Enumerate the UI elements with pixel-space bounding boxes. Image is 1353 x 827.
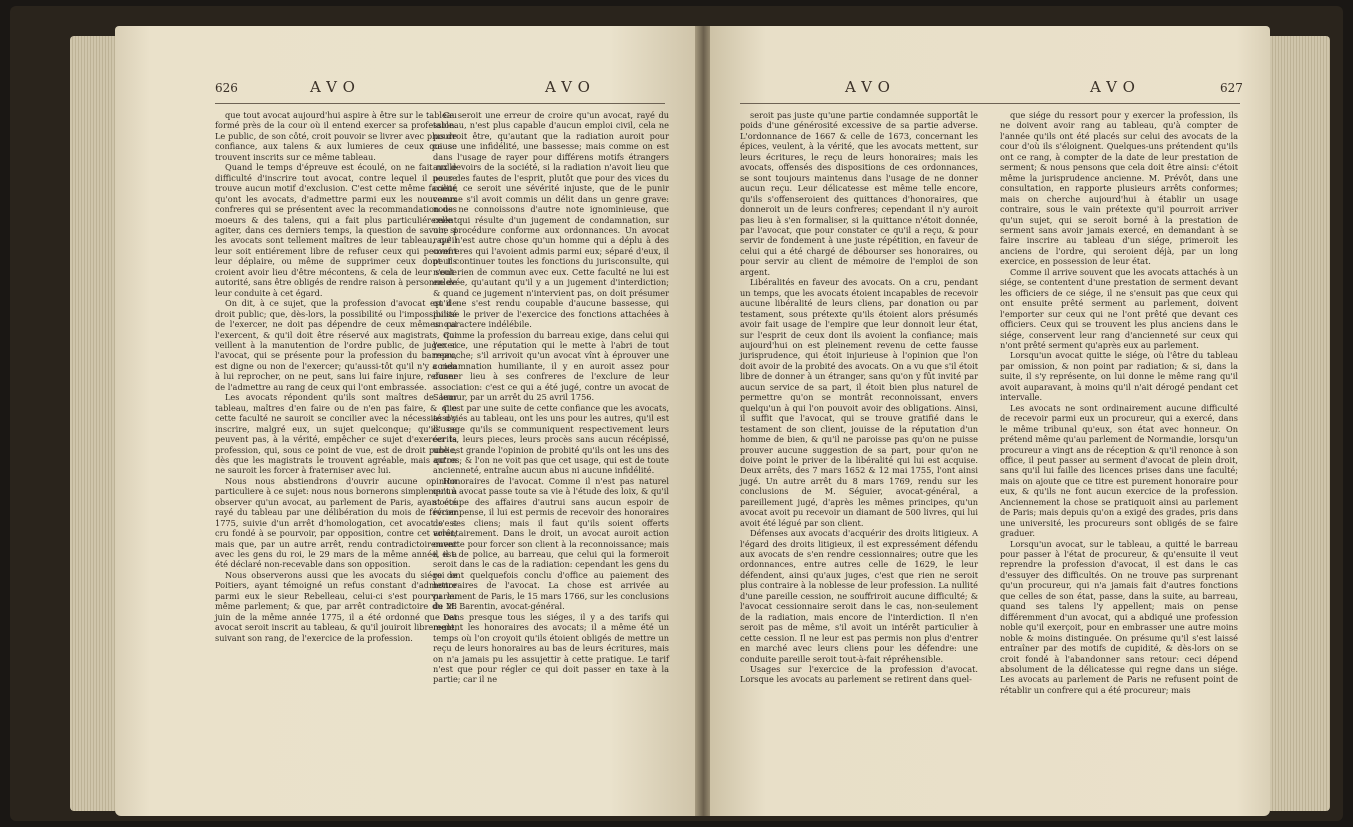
paragraph: que siége du ressort pour y exercer la profession, ils ne doivent avoir rang au tableau, qu'à compter de l'année qu'ils ont été placés sur celui des avocats de la cour d'où ils s'éloignent. Quelques-uns prétendent qu'ils ont ce rang, à compter de la date de leur prestation de serment; & nous pensons que cela doit être ainsi: c'étoit même la jurisprudence ancienne. M. Prévôt, dans une consultation, en rapporte plusieurs arrêts conformes; mais on cherche aujourd'hui à établir un usage contraire, sous le vain prétexte qu'il pourroit arriver qu'un sujet, qui se seroit borné à la prestation de serment sans avoir jamais exercé, en demandant à se faire inscrire au tableau d'un siége, primeroit les anciens de l'ordre, qui seroient déjà, par un long exercice, en possession de leur état. bbox=[1000, 110, 1238, 267]
paragraph: Quand le temps d'épreuve est écoulé, on ne fait nulle difficulté d'inscrire tout avocat, contre lequel il ne se trouve aucun motif d'exclusion. C'est cette même facilité qu'ont les avocats, d'admettre parmi eux les nouveaux confreres qui se présentent avec la recommandation des moeurs & des talens, qui a fait plus particuliérement agiter, dans ces derniers temps, la question de savoir, si les avocats sont tellement maîtres de leur tableau, qu'il leur soit entiérement libre de refuser ceux qui peuvent leur déplaire, ou même de supprimer ceux dont ils croient avoir lieu d'être mécontens, & cela de leur seule autorité, sans être obligés de rendre raison à personne de leur conduite à cet égard. bbox=[215, 162, 457, 298]
left-page bbox=[115, 26, 697, 816]
right-page bbox=[710, 26, 1270, 816]
left-page-number: 626 bbox=[215, 81, 238, 95]
paragraph: C'est par une suite de cette confiance que les avocats, associés au tableau, ont les uns pour les autres, qu'il est d'usage qu'ils se communiquent respectivement leurs écrits, leurs pieces, leurs procès sans aucun récépissé, une est grande l'opinion de probité qu'ils ont les uns des autres; & l'on ne voit pas que cet usage, qui est de toute ancienneté, entraîne aucun abus ni aucune infidélité. bbox=[433, 402, 669, 476]
paragraph: Les avocats ne sont ordinairement aucune difficulté de recevoir parmi eux un procureur, qui a exercé, dans le même tribunal qu'eux, son état avec honneur. On prétend même qu'au parlement de Normandie, lorsqu'un procureur a vingt ans de réception & qu'il renonce à son office, il peut passer au serment d'avocat de plein droit, sans qu'il lui faille des licences prises dans une faculté; mais on ajoute que ce titre est purement honoraire pour eux, & qu'ils ne font aucun exercice de la profession. Anciennement la chose se pratiquoit ainsi au parlement de Paris; mais depuis qu'on a exigé des grades, pris dans une université, les procureurs sont obligés de se faire graduer. bbox=[1000, 402, 1238, 539]
paragraph: Défenses aux avocats d'acquérir des droits litigieux. A l'égard des droits litigieux, il est expressément défendu aux avocats de s'en rendre cessionnaires; outre que les ordonnances, entre autres celle de 1629, le leur défendent, ainsi qu'aux juges, c'est que rien ne seroit plus contraire à la noblesse de leur profession. La nullité d'une pareille cession, ne souffriroit aucune difficulté; & l'avocat cessionnaire seroit dans le cas, non-seulement de la radiation, mais encore de l'interdiction. Il n'en seroit pas de même, s'il avoit un intérêt particulier à cette cession. Il ne leur est pas permis non plus d'entrer en marché avec leurs cliens pour les défendre: une conduite pareille seroit tout-à-fait répréhensible. bbox=[740, 528, 978, 664]
left-header-second: AVO bbox=[545, 78, 596, 96]
paragraph: Dans presque tous les siéges, il y a des tarifs qui reglent les honoraires des avocats; il a même été un temps où l'on croyoit qu'ils étoient obligés de mettre un reçu de leurs honoraires au bas de leurs écritures, mais on n'a jamais pu les assujettir à cette pratique. Le tarif n'est que pour régler ce qui doit passer en taxe à la partie; car il ne bbox=[433, 611, 669, 685]
paragraph: Usages sur l'exercice de la profession d'avocat. Lorsque les avocats au parlement se retirent dans quel- bbox=[740, 664, 978, 685]
left-column-1 bbox=[215, 110, 457, 643]
paragraph: Comme il arrive souvent que les avocats attachés à un siége, se contentent d'une prestation de serment devant les officiers de ce siége, il ne s'ensuit pas que ceux qui ont ensuite prêté serment au parlement, doivent l'emporter sur ceux qui ne l'ont prêté que devant ces officiers. Ceux qui se trouvent les plus anciens dans le siége, conservent leur rang d'ancienneté sur ceux qui n'ont prêté serment qu'après eux au parlement. bbox=[1000, 266, 1238, 350]
paragraph: que tout avocat aujourd'hui aspire à être sur le tableau formé près de la cour où il entend exercer sa profession. Le public, de son côté, croit pouvoir se livrer avec plus de confiance, aux talens & aux lumieres de ceux qui se trouvent inscrits sur ce même tableau. bbox=[215, 110, 457, 162]
left-column-2 bbox=[433, 110, 669, 685]
right-page-number: 627 bbox=[1220, 81, 1243, 95]
paragraph: Les avocats répondent qu'ils sont maîtres de leur tableau, maîtres d'en faire ou de n'en pas faire, & que cette faculté ne sauroit se concilier avec la nécessité d'y inscrire, malgré eux, un sujet quelconque; qu'ils ne peuvent pas, à la vérité, empêcher ce sujet d'exercer la profession, qui, sous ce point de vue, est de droit public, dès que les magistrats le trouvent agréable, mais qu'on ne sauroit les forcer à fraterniser avec lui. bbox=[215, 392, 457, 476]
paragraph: Lorsqu'un avocat quitte le siége, où l'être du tableau par omission, & non point par radiation; & si, dans la suite, il s'y représente, on lui donne le même rang qu'il avoit auparavant, à moins qu'il n'ait dérogé pendant cet intervalle. bbox=[1000, 350, 1238, 403]
right-header-second: AVO bbox=[1090, 78, 1141, 96]
left-header-first: AVO bbox=[310, 78, 361, 96]
paragraph: Honoraires de l'avocat. Comme il n'est pas naturel qu'un avocat passe toute sa vie à l'étude des loix, & qu'il s'occupe des affaires d'autrui sans aucun espoir de récompense, il lui est permis de recevoir des honoraires de ses cliens; mais il faut qu'ils soient offerts volontairement. Dans le droit, un avocat auroit action ouverte pour forcer son client à la reconnoissance; mais il est de police, au barreau, que celui qui la formeroit seroit dans le cas de la radiation: cependant les gens du roi ont quelquefois conclu d'office au paiement des honoraires de l'avocat. La chose est arrivée au parlement de Paris, le 15 mars 1766, sur les conclusions de M. Barentin, avocat-général. bbox=[433, 475, 669, 612]
right-header-first: AVO bbox=[845, 78, 896, 96]
right-column-2 bbox=[1000, 110, 1238, 695]
paragraph: Ce seroit une erreur de croire qu'un avocat, rayé du tableau, n'est plus capable d'aucun emploi civil, cela ne pourroit être, qu'autant que la radiation auroit pour cause une infidélité, une bassesse; mais comme on est dans l'usage de rayer pour différens motifs étrangers aux devoirs de la société, si la radiation n'avoit lieu que pour des fautes de l'esprit, plutôt que pour des vices du coeur, ce seroit une sévérité injuste, que de le punir comme s'il avoit commis un délit dans un genre grave: nous ne connoissons d'autre note ignominieuse, que celle qui résulte d'un jugement de condamnation, sur une procédure conforme aux ordonnances. Un avocat rayé n'est autre chose qu'un homme qui a déplu à des confreres qui l'avoient admis parmi eux; séparé d'eux, il peut continuer toutes les fonctions du jurisconsulte, qui n'ont rien de commun avec eux. Cette faculté ne lui est enlevée, qu'autant qu'il y a un jugement d'interdiction; & quand ce jugement n'intervient pas, on doit présumer qu'il ne s'est rendu coupable d'aucune bassesse, qui puisse le priver de l'exercice des fonctions attachées à un caractere indélébile. bbox=[433, 110, 669, 330]
right-page-edges bbox=[1270, 36, 1330, 811]
paragraph: Comme la profession du barreau exige, dans celui qui l'exerce, une réputation qui le mette à l'abri de tout reproche; s'il arrivoit qu'un avocat vînt à éprouver une condamnation humiliante, il y en auroit assez pour donner lieu à ses confreres de l'exclure de leur association: c'est ce qui a été jugé, contre un avocat de Saumur, par un arrêt du 25 avril 1756. bbox=[433, 329, 669, 403]
paragraph: seroit pas juste qu'une partie condamnée supportât le poids d'une générosité excessive de sa partie adverse. L'ordonnance de 1667 & celle de 1673, concernant les épices, veulent, à la vérité, que les avocats mettent, sur leurs écritures, le reçu de leurs honoraires; mais les avocats, offensés des dispositions de ces ordonnances, se sont toujours maintenus dans l'usage de ne donner aucun reçu. Leur délicatesse est même telle encore, qu'ils s'offenseroient des quittances d'honoraires, que donneroit un de leurs confreres; cependant il n'y auroit pas lieu à s'en formaliser, si la quittance n'étoit donnée, par l'avocat, que pour constater ce qu'il a reçu, & pour servir de fondement à une juste répétition, en faveur de celui qui a été chargé de débourser ses honoraires, ou pour servir au client de mémoire de l'emploi de son argent. bbox=[740, 110, 978, 277]
paragraph: Nous nous abstiendrons d'ouvrir aucune opinion particuliere à ce sujet: nous nous bornerons simplement à observer qu'un avocat, au parlement de Paris, ayant été rayé du tableau par une délibération du mois de février 1775, suivie d'un arrêt d'homologation, cet avocat s'est cru fondé à se pourvoir, par opposition, contre cet arrêt; mais que, par un autre arrêt, rendu contradictoirement avec les gens du roi, le 29 mars de la même année, il a été déclaré non-recevable dans son opposition. bbox=[215, 475, 457, 570]
open-book bbox=[10, 6, 1343, 821]
paragraph: Libéralités en faveur des avocats. On a cru, pendant un temps, que les avocats étoient incapables de recevoir aucune libéralité de leurs cliens, par donation ou par testament, sous prétexte qu'ils étoient alors présumés avoir fait usage de l'empire que leur donnoit leur état, sur l'esprit de ceux dont ils avoient la confiance; mais aujourd'hui on est pleinement revenu de cette fausse jurisprudence, qui étoit injurieuse à l'opinion que l'on doit avoir de la probité des avocats. On a vu que s'il étoit libre de donner à un étranger, sans qu'on y fût invité par aucun service de sa part, il étoit bien plus naturel de permettre qu'on se montrât reconnoissant, envers quelqu'un à qui l'on pouvoit avoir des obligations. Ainsi, il suffit que l'avocat, qui se trouve gratifié dans le testament de son client, jouisse de la réputation d'un homme de bien, & qu'il ne paroisse pas qu'on ne puisse prouver aucune suggestion de sa part, pour qu'on ne doive point le priver de la libéralité qui lui est acquise. Deux arrêts, des 7 mars 1652 & 12 mai 1755, l'ont ainsi jugé. Un autre arrêt du 8 mars 1769, rendu sur les conclusions de M. Séguier, avocat-général, a pareillement jugé, d'après les mêmes principes, qu'un avocat avoit pu recevoir un diamant de 500 livres, qui lui avoit été légué par son client. bbox=[740, 277, 978, 528]
right-column-1 bbox=[740, 110, 978, 685]
paragraph: Lorsqu'un avocat, sur le tableau, a quitté le barreau pour passer à l'état de procureur, & qu'ensuite il veut reprendre la profession d'avocat, il est dans le cas d'essuyer des difficultés. On ne trouve pas surprenant qu'un procureur, qui n'a jamais fait d'autres fonctions que celles de son état, passe, dans la suite, au barreau, quand ses talens l'y appellent; mais on pense différemment d'un avocat, qui a abdiqué une profession noble qu'il exerçoit, pour en embrasser une autre moins noble & moins distinguée. On présume qu'il s'est laissé entraîner par des motifs de cupidité, & dès-lors on se croit fondé à l'abandonner sans retour: ceci dépend absolument de la délicatesse qui regne dans un siége. Les avocats au parlement de Paris ne refusent point de rétablir un confrere qui a été procureur; mais bbox=[1000, 538, 1238, 695]
right-header-rule bbox=[740, 103, 1240, 104]
left-header-rule bbox=[215, 103, 665, 104]
paragraph: Nous observerons aussi que les avocats du siége de Poitiers, ayant témoigné un refus constant d'admettre parmi eux le sieur Rebelleau, celui-ci s'est pourvu au même parlement; & que, par arrêt contradictoire du 28 juin de la même année 1775, il a été ordonné que cet avocat seroit inscrit au tableau, & qu'il jouiroit librement, suivant son rang, de l'exercice de la profession. bbox=[215, 569, 457, 643]
left-page-edges bbox=[70, 36, 115, 811]
paragraph: On dit, à ce sujet, que la profession d'avocat est de droit public; que, dès-lors, la possibilité ou l'impossibilité de l'exercer, ne doit pas dépendre de ceux mêmes qui l'exercent, & qu'il doit être réservé aux magistrats, qui veillent à la manutention de l'ordre public, de juger si l'avocat, qui se présente pour la profession du barreau, est digne ou non de l'exercer; qu'aussi-tôt qu'il n'y a rien à lui reprocher, on ne peut, sans lui faire injure, refuser de l'admettre au rang de ceux qui l'ont embrassée. bbox=[215, 298, 457, 392]
